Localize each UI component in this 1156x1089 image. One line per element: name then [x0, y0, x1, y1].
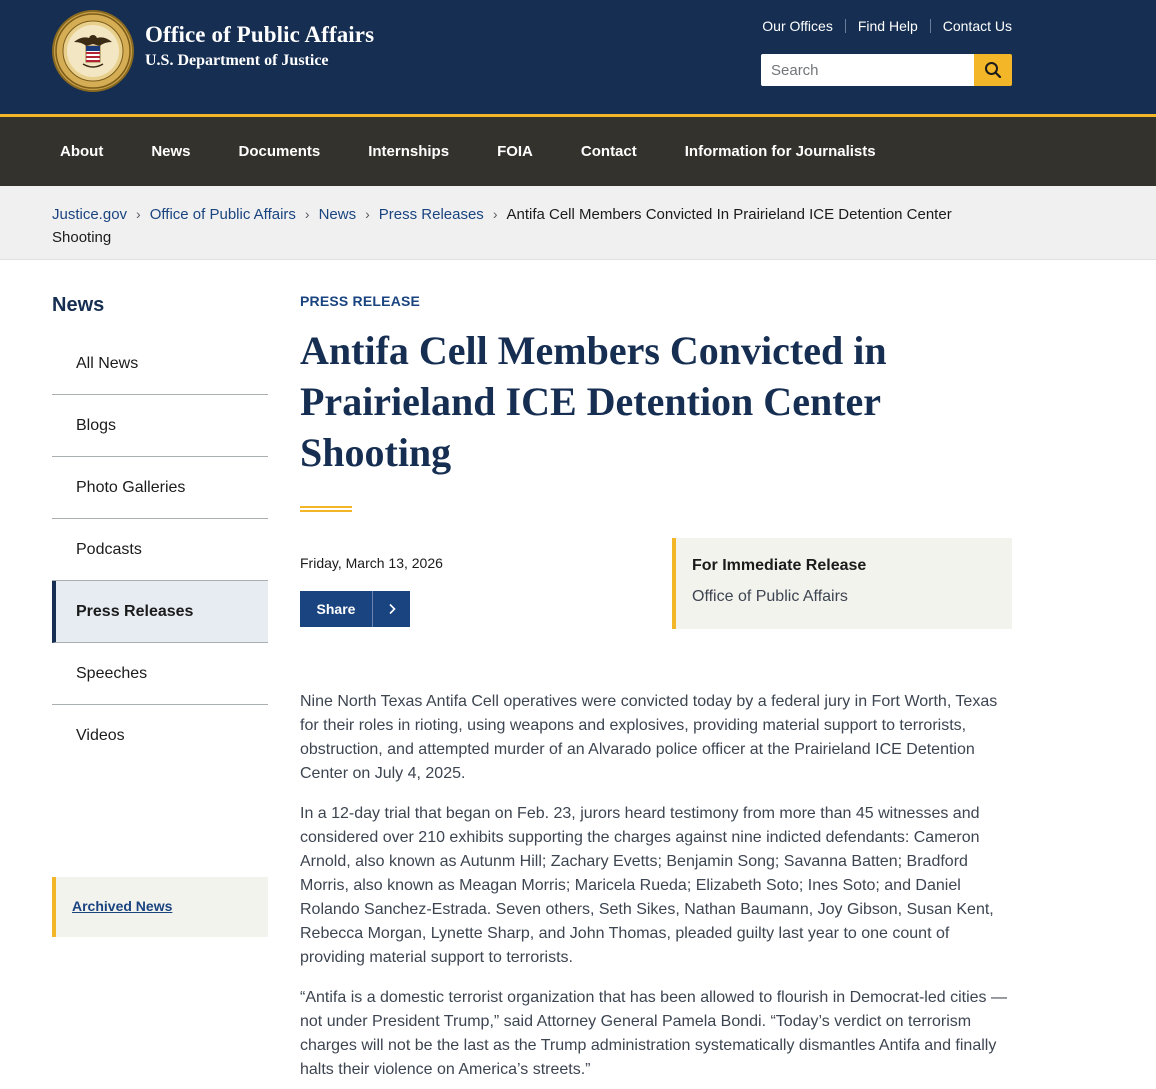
article-body	[300, 690, 1012, 1089]
sidebar-title: News	[52, 294, 105, 316]
find-help-link[interactable]: Find Help	[857, 18, 918, 34]
sidebar-item-all-news[interactable]: All News	[52, 333, 268, 395]
breadcrumb-news[interactable]: News	[318, 206, 357, 223]
sidebar-item-press-releases[interactable]: Press Releases	[52, 581, 268, 643]
page-title: Antifa Cell Members Convicted in Prairieland ICE Detention Center Shooting	[300, 328, 887, 475]
search-input[interactable]	[761, 54, 974, 86]
sidebar-nav	[52, 333, 268, 767]
site-header	[0, 0, 1156, 114]
breadcrumb	[52, 203, 982, 249]
release-info-box	[672, 538, 1012, 629]
nav-item-internships[interactable]: Internships	[368, 143, 450, 160]
breadcrumb-press-releases[interactable]: Press Releases	[378, 206, 484, 223]
chevron-right-icon: ›	[365, 206, 370, 222]
breadcrumb-opa[interactable]: Office of Public Affairs	[149, 206, 296, 223]
sidebar-item-blogs[interactable]: Blogs	[52, 395, 268, 457]
chevron-right-icon	[373, 603, 410, 615]
article-eyebrow: PRESS RELEASE	[300, 293, 421, 309]
agency-name: Office of Public Affairs	[145, 22, 375, 47]
sidebar-item-speeches[interactable]: Speeches	[52, 643, 268, 705]
breadcrumb-current: Antifa Cell Members Convicted In Prairieland ICE Detention Center Shooting	[52, 206, 952, 246]
chevron-right-icon: ›	[136, 206, 141, 222]
nav-item-foia[interactable]: FOIA	[497, 143, 533, 160]
breadcrumb-justice-gov[interactable]: Justice.gov	[52, 206, 128, 223]
divider	[930, 19, 931, 33]
chevron-right-icon: ›	[304, 206, 310, 222]
nav-item-about[interactable]: About	[60, 143, 104, 160]
our-offices-link[interactable]: Our Offices	[762, 18, 833, 34]
search-form	[761, 54, 1012, 86]
nav-item-contact[interactable]: Contact	[580, 143, 637, 160]
search-button[interactable]	[974, 54, 1012, 86]
nav-item-journalists[interactable]: Information for Journalists	[684, 143, 876, 160]
divider	[845, 19, 846, 33]
sidebar-item-photo-galleries[interactable]: Photo Galleries	[52, 457, 268, 519]
share-label: Share	[316, 601, 356, 617]
chevron-right-icon: ›	[492, 206, 498, 222]
breadcrumb-bar	[0, 186, 1156, 260]
main-nav	[0, 117, 1156, 186]
sidebar-item-videos[interactable]: Videos	[76, 727, 125, 744]
publish-date: Friday, March 13, 2026	[300, 555, 443, 571]
nav-item-documents[interactable]: Documents	[238, 143, 321, 160]
doj-seal-logo[interactable]	[52, 10, 134, 92]
release-org: Office of Public Affairs	[692, 588, 848, 605]
body-paragraph: “Antifa is a domestic terrorist organization that has been allowed to flourish in Democrat-led cities — not under President Trump,” said Attorney General Pamela Bondi. “Today’s verdict on terrorism charges will not be the last as the Trump administration systematically dismantles Antifa and finally halts their violence on America’s streets.”	[300, 989, 1007, 1078]
archived-news-link[interactable]: Archived News	[72, 898, 173, 914]
department-name: U.S. Department of Justice	[145, 52, 329, 69]
search-icon	[984, 61, 1002, 79]
body-paragraph: In a 12-day trial that began on Feb. 23, jurors heard testimony from more than 45 witnesses and considered over 210 exhibits supporting the charges against nine indicted defendants: Cameron Arnold, also known as Autunm Hill; Zachary Evetts; Benjamin Song; Savanna Batten; Bradford Morris, also known as Meagan Morris; Maricela Rueda; Elizabeth Soto; Ines Soto; and Daniel Rolando Sanchez-Estrada. Seven others, Seth Sikes, Nathan Baumann, Joy Gibson, Susan Kent, Rebecca Morgan, Lynette Sharp, and John Thomas, pleaded guilty last year to one count of providing material support to terrorists.	[300, 805, 994, 966]
seal-emblem-icon	[54, 12, 132, 90]
agency-title[interactable]	[145, 22, 374, 70]
share-button[interactable]	[300, 591, 410, 627]
sidebar-item-podcasts[interactable]: Podcasts	[52, 519, 268, 581]
release-label: For Immediate Release	[692, 557, 867, 574]
body-paragraph: Nine North Texas Antifa Cell operatives were convicted today by a federal jury in Fort Worth, Texas for their roles in rioting, using weapons and explosives, providing material support to terrorists, obstruction, and attempted murder of an Alvarado police officer at the Prairieland ICE Detention Center on July 4, 2025.	[300, 693, 998, 782]
utility-links	[762, 18, 1012, 34]
title-accent-rule	[300, 506, 352, 512]
nav-item-news[interactable]: News	[151, 143, 191, 160]
contact-us-link[interactable]: Contact Us	[942, 18, 1012, 34]
archived-news-box	[52, 877, 268, 937]
